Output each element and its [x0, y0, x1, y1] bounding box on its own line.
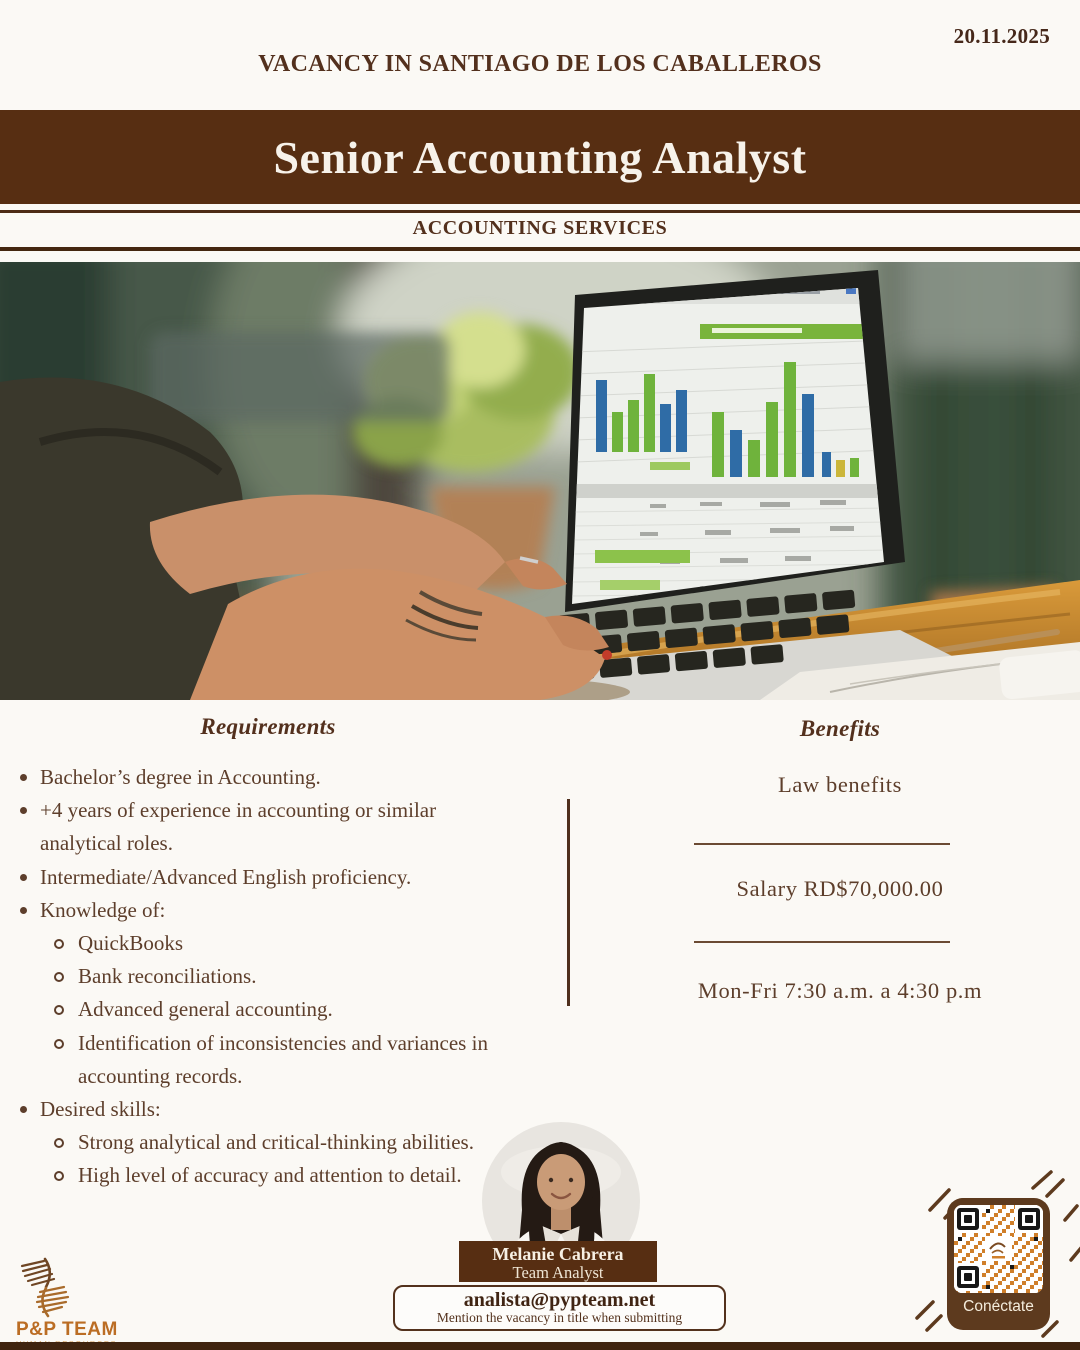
application-email-box: [393, 1285, 726, 1331]
benefits-divider: [694, 941, 950, 943]
requirements-heading: Requirements: [200, 714, 336, 739]
requirement-subitem: Identification of inconsistencies and variances in accounting records.: [16, 1027, 521, 1093]
qr-code: [954, 1205, 1043, 1293]
benefits-heading: Benefits: [799, 716, 881, 741]
company-logo: [16, 1256, 146, 1349]
requirement-item: Knowledge of:: [16, 894, 521, 927]
recruiter-name: Melanie Cabrera: [492, 1244, 624, 1264]
column-divider: [567, 799, 570, 1006]
qr-code-card: [947, 1198, 1050, 1330]
benefits-divider: [694, 843, 950, 845]
requirement-subitem: QuickBooks: [16, 927, 521, 960]
benefit-item: Salary RD$70,000.00: [736, 876, 944, 901]
pyp-team-logo-icon: [18, 1256, 74, 1320]
application-note: Mention the vacancy in title when submitting: [436, 1310, 683, 1325]
benefits-section: [620, 712, 1060, 1012]
application-email[interactable]: analista@pypteam.net: [463, 1289, 656, 1311]
department-subtitle: ACCOUNTING SERVICES: [412, 217, 668, 239]
recruiter-role: Team Analyst: [512, 1263, 604, 1282]
requirement-subitem: Strong analytical and critical-thinking abilities.: [16, 1126, 521, 1159]
footer-bar: [0, 1342, 1080, 1350]
requirement-item: Bachelor’s degree in Accounting.: [16, 761, 521, 794]
job-title: Senior Accounting Analyst: [273, 131, 807, 183]
vacancy-location-heading: VACANCY IN SANTIAGO DE LOS CABALLEROS: [258, 51, 822, 77]
divider-top: [0, 210, 1080, 213]
requirement-subitem: Bank reconciliations.: [16, 960, 521, 993]
qr-code-icon: [954, 1205, 1043, 1293]
title-banner: [0, 110, 1080, 204]
requirement-subitem: Advanced general accounting.: [16, 993, 521, 1026]
benefit-item: Mon-Fri 7:30 a.m. a 4:30 p.m: [697, 978, 983, 1003]
qr-label: Conéctate: [963, 1298, 1034, 1315]
logo-title: P&P TEAM: [16, 1319, 118, 1340]
requirement-item: Desired skills:: [16, 1093, 521, 1126]
divider-bottom: [0, 247, 1080, 251]
date: 20.11.2025: [953, 24, 1050, 48]
requirement-item: Intermediate/Advanced English proficiency.: [16, 861, 521, 894]
requirements-list: [16, 761, 521, 1193]
benefit-item: Law benefits: [777, 772, 903, 797]
requirement-item: +4 years of experience in accounting or similar analytical roles.: [16, 794, 521, 860]
requirement-subitem: High level of accuracy and attention to detail.: [16, 1159, 521, 1192]
recruiter-nameplate: [459, 1241, 657, 1282]
hero-photo: [0, 262, 1080, 700]
